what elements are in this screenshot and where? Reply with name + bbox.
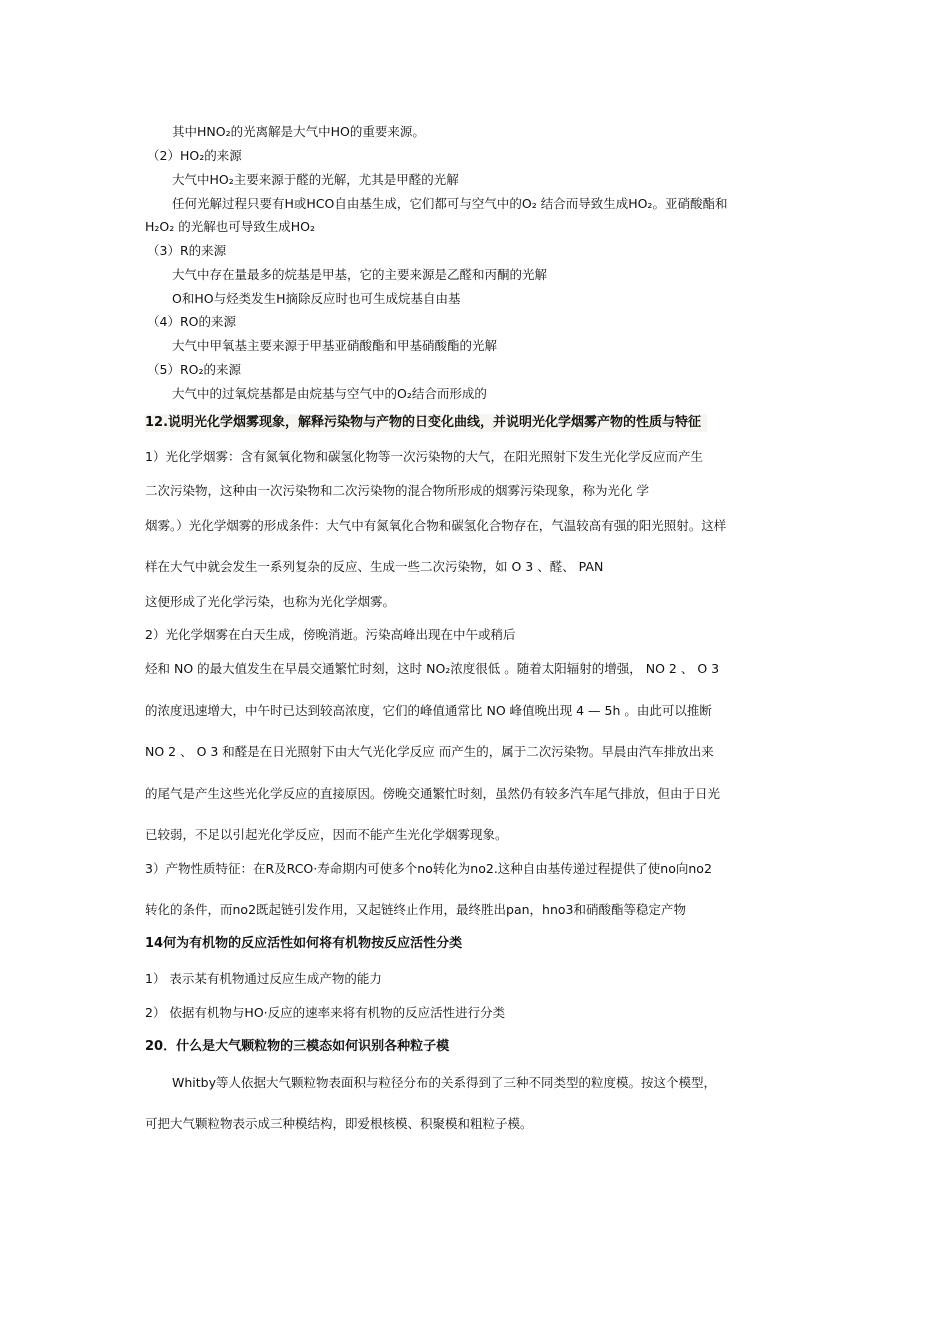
text-line: 烟雾。）光化学烟雾的形成条件：大气中有氮氧化合物和碳氢化合物存在，气温较高有强的阳光照射。这样 — [145, 518, 727, 533]
subsection-heading: （2）HO₂的来源 — [147, 148, 242, 163]
text-line: 大气中存在量最多的烷基是甲基，它的主要来源是乙醛和丙酮的光解 — [172, 267, 548, 282]
text-line: O和HO与烃类发生H摘除反应时也可生成烷基自由基 — [172, 291, 461, 306]
text-line: NO 2 、 O 3 和醛是在日光照射下由大气光化学反应 而产生的，属于二次污染物。早晨由汽车排放出来 — [145, 744, 714, 759]
text-line: 转化的条件，而no2既起链引发作用，又起链终止作用，最终胜出pan，hno3和硝酸酯等稳定产物 — [145, 902, 686, 917]
subsection-heading: （5）RO₂的来源 — [147, 362, 241, 377]
text-line: 大气中的过氧烷基都是由烷基与空气中的O₂结合而形成的 — [172, 386, 487, 401]
list-item: 2） 依据有机物与HO·反应的速率来将有机物的反应活性进行分类 — [145, 1005, 506, 1020]
subsection-heading: （3）R的来源 — [147, 243, 227, 258]
text-line: 大气中甲氧基主要来源于甲基亚硝酸酯和甲基硝酸酯的光解 — [172, 338, 498, 353]
text-line: 任何光解过程只要有H或HCO自由基生成，它们都可与空气中的O₂ 结合而导致生成HO₂。亚硝酸酯和 — [172, 196, 728, 211]
subsection-heading: （4）RO的来源 — [147, 314, 236, 329]
text-line: 已较弱，不足以引起光化学反应，因而不能产生光化学烟雾现象。 — [145, 827, 508, 842]
text-line: 的尾气是产生这些光化学反应的直接原因。傍晚交通繁忙时刻，虽然仍有较多汽车尾气排放，但由于日光 — [145, 786, 721, 801]
list-item: 1） 表示某有机物通过反应生成产物的能力 — [145, 971, 382, 986]
text-line: 2）光化学烟雾在白天生成，傍晚消逝。污染高峰出现在中午或稍后 — [145, 627, 516, 642]
text-line: 烃和 NO 的最大值发生在早晨交通繁忙时刻，这时 NO₂浓度很低 。随着太阳辐射的增强， NO 2 、 O 3 — [145, 661, 720, 676]
text-line: Whitby等人依据大气颗粒物表面积与粒径分布的关系得到了三种不同类型的粒度模。按这个模型， — [172, 1075, 716, 1090]
question-heading-12: 12.说明光化学烟雾现象，解释污染物与产物的日变化曲线，并说明光化学烟雾产物的性质与特征 — [145, 414, 707, 432]
text-line: 可把大气颗粒物表示成三种模结构，即爱根核模、积聚模和粗粒子模。 — [145, 1116, 533, 1131]
text-line: 的浓度迅速增大，中午时已达到较高浓度，它们的峰值通常比 NO 峰值晚出现 4 — 5h 。由此可以推断 — [145, 703, 712, 718]
text-line: 样在大气中就会发生一系列复杂的反应、生成一些二次污染物，如 O 3 、醛、 PAN — [145, 559, 604, 574]
text-line: 大气中HO₂主要来源于醛的光解，尤其是甲醛的光解 — [172, 172, 459, 187]
text-line: 1）光化学烟雾：含有氮氧化物和碳氢化物等一次污染物的大气，在阳光照射下发生光化学反应而产生 — [145, 449, 703, 464]
text-line: 二次污染物，这种由一次污染物和二次污染物的混合物所形成的烟雾污染现象，称为光化 学 — [145, 483, 649, 498]
text-line: H₂O₂ 的光解也可导致生成HO₂ — [145, 219, 315, 234]
text-line: 其中HNO₂的光离解是大气中HO的重要来源。 — [172, 124, 425, 139]
text-line: 3）产物性质特征：在R及RCO·寿命期内可使多个no转化为no2.这种自由基传递过程提供了使no向no2 — [145, 861, 712, 876]
question-heading-14: 14何为有机物的反应活性如何将有机物按反应活性分类 — [145, 936, 463, 951]
text-line: 这便形成了光化学污染，也称为光化学烟雾。 — [145, 594, 396, 609]
question-heading-20: 20．什么是大气颗粒物的三模态如何识别各种粒子模 — [145, 1039, 450, 1054]
